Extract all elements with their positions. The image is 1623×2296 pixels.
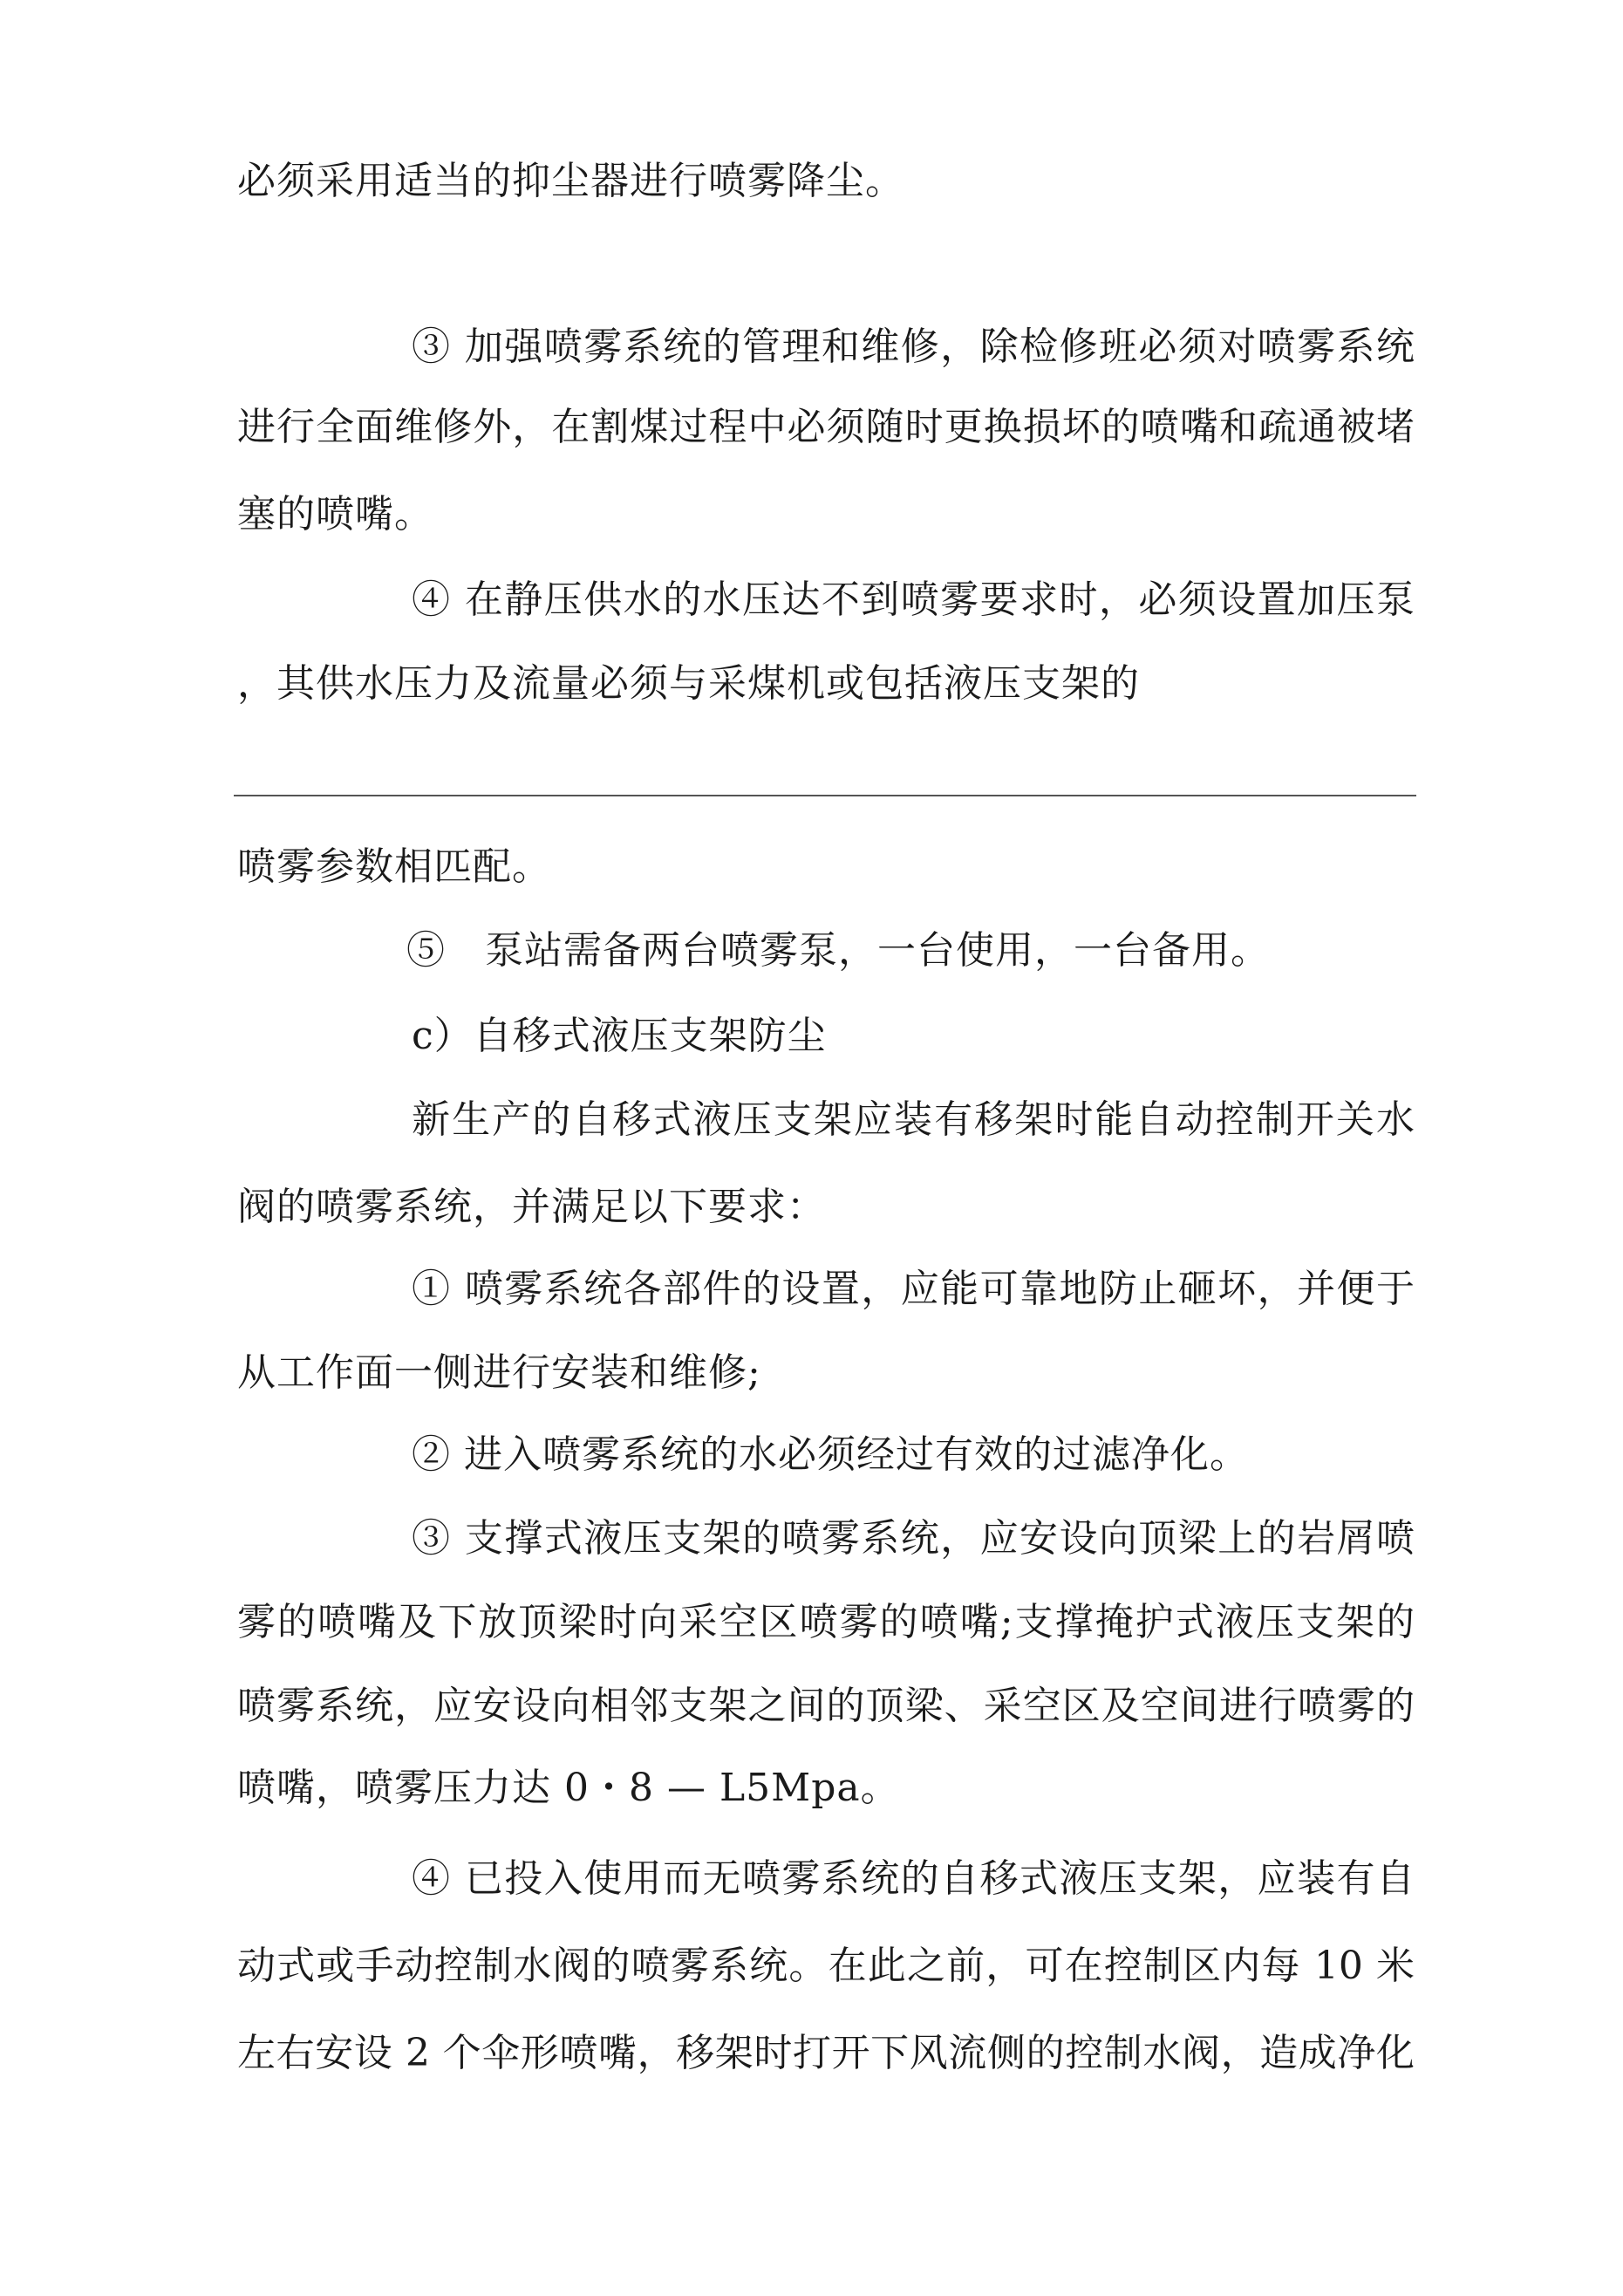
- text-line: 从工作面一侧进行安装和维修;: [237, 1350, 761, 1395]
- text-line: 进行全面维修外，在割煤过程中必须随时更换损坏的喷嘴和疏通被堵: [237, 405, 1415, 449]
- text-line: ③ 支撑式液压支架的喷雾系统，应安设向顶梁上的岩屑喷: [412, 1516, 1415, 1561]
- page-break-divider: [234, 795, 1416, 796]
- text-line: ④ 已投入使用而无喷雾系统的自移式液压支架，应装有自: [412, 1856, 1415, 1901]
- section-heading: c）自移式液压支架防尘: [412, 1014, 827, 1058]
- text-line: 雾的喷嘴及下放顶梁时向采空区喷雾的喷嘴;支撑掩护式液压支架的: [237, 1600, 1415, 1644]
- text-line: 动式或手动控制水阀的喷雾系统。在此之前，可在控制区内每 10 米: [237, 1944, 1415, 1988]
- text-line: ，其供水压力及流量必须与采煤机或包括液压支架的: [237, 661, 1140, 706]
- text-line: ① 喷雾系统各部件的设置，应能可靠地防止砸坏，并便于: [412, 1267, 1415, 1311]
- text-line: 喷嘴，喷雾压力达 0・8 — L5Mpa。: [237, 1766, 900, 1810]
- text-line: ④ 在静压供水的水压达不到喷雾要求时，必须设置加压泵: [412, 577, 1415, 622]
- text-line: 塞的喷嘴。: [237, 492, 433, 536]
- text-line: 喷雾参数相匹配。: [237, 844, 551, 889]
- text-line: ③ 加强喷雾系统的管理和维修，除检修班必须对喷雾系统: [412, 325, 1415, 369]
- text-line: ⑤ 泵站需备两台喷雾泵，一台使用，一台备用。: [406, 928, 1270, 973]
- text-line: 左右安设 2 个伞形喷嘴，移架时打开下风流侧的控制水阀，造成净化: [237, 2031, 1415, 2075]
- text-line: 喷雾系统，应安设向相邻支架之间的顶梁、采空区及空间进行喷雾的: [237, 1684, 1415, 1728]
- text-line: 新生产的自移式液压支架应装有移架时能自动控制开关水: [412, 1097, 1415, 1142]
- text-line: ② 进入喷雾系统的水必须经过有效的过滤净化。: [412, 1432, 1249, 1477]
- text-line: 阀的喷雾系统，并满足以下要求：: [237, 1185, 826, 1229]
- text-line: 必须采用适当的抑尘器进行喷雾降尘。: [237, 159, 904, 203]
